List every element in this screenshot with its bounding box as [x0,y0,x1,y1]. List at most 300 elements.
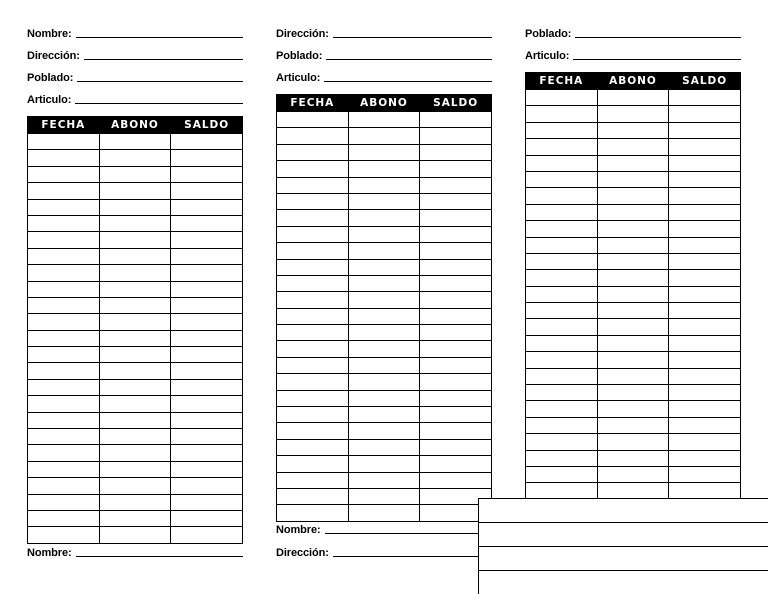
overlay-line[interactable] [479,523,768,547]
header-fecha: FECHA [277,95,349,112]
articulo-line[interactable] [573,48,741,60]
cell-fecha[interactable] [526,188,598,204]
table-row [526,319,741,335]
cell-fecha[interactable] [277,177,349,193]
cell-fecha[interactable] [277,439,349,455]
cell-abono[interactable] [348,210,420,226]
table-row [28,199,243,215]
cell-saldo[interactable] [171,248,243,264]
table-row [28,461,243,477]
cell-abono[interactable] [99,445,171,461]
cell-abono[interactable] [348,357,420,373]
cell-abono[interactable] [348,308,420,324]
cell-abono[interactable] [597,188,669,204]
cell-fecha[interactable] [526,253,598,269]
cell-abono[interactable] [597,237,669,253]
cell-fecha[interactable] [277,423,349,439]
cell-saldo[interactable] [669,221,741,237]
articulo-label: Articulo: [276,72,321,84]
cell-abono[interactable] [597,368,669,384]
cell-abono[interactable] [99,248,171,264]
cell-fecha[interactable] [277,112,349,128]
cell-saldo[interactable] [171,166,243,182]
cell-saldo[interactable] [669,90,741,106]
cell-abono[interactable] [99,314,171,330]
cell-saldo[interactable] [420,128,492,144]
cell-fecha[interactable] [526,303,598,319]
cell-abono[interactable] [99,150,171,166]
cell-abono[interactable] [99,396,171,412]
cell-fecha[interactable] [28,347,100,363]
cell-fecha[interactable] [277,259,349,275]
cell-saldo[interactable] [669,335,741,351]
table-row [526,483,741,499]
table-row [277,144,492,160]
cell-saldo[interactable] [420,161,492,177]
cell-fecha[interactable] [526,319,598,335]
overlay-line[interactable] [479,547,768,571]
cell-abono[interactable] [99,347,171,363]
cell-saldo[interactable] [171,297,243,313]
direccion-field[interactable] [276,22,492,40]
cell-fecha[interactable] [28,429,100,445]
cell-saldo[interactable] [420,374,492,390]
cell-abono[interactable] [99,297,171,313]
cell-fecha[interactable] [526,90,598,106]
table-row [526,303,741,319]
table-row [526,188,741,204]
overlay-line[interactable] [479,499,768,523]
ledger-table [27,116,243,544]
table-row [277,226,492,242]
articulo-line[interactable] [75,92,243,104]
cell-fecha[interactable] [28,199,100,215]
table-row [277,325,492,341]
cell-fecha[interactable] [526,417,598,433]
overlay-line[interactable] [479,571,768,594]
cell-abono[interactable] [597,122,669,138]
cell-abono[interactable] [348,325,420,341]
cell-saldo[interactable] [171,412,243,428]
cell-saldo[interactable] [171,461,243,477]
cell-abono[interactable] [99,461,171,477]
cell-saldo[interactable] [420,193,492,209]
table-row [277,112,492,128]
table-row [28,297,243,313]
cell-fecha[interactable] [526,401,598,417]
cell-abono[interactable] [99,478,171,494]
cell-fecha[interactable] [28,297,100,313]
cell-abono[interactable] [597,270,669,286]
cell-abono[interactable] [99,510,171,526]
cell-fecha[interactable] [28,478,100,494]
cell-fecha[interactable] [277,390,349,406]
cell-abono[interactable] [348,112,420,128]
cell-saldo[interactable] [420,308,492,324]
cell-abono[interactable] [348,161,420,177]
cell-saldo[interactable] [669,188,741,204]
cell-saldo[interactable] [171,445,243,461]
cell-fecha[interactable] [277,341,349,357]
cell-saldo[interactable] [420,243,492,259]
cell-fecha[interactable] [277,325,349,341]
cell-saldo[interactable] [420,439,492,455]
cell-saldo[interactable] [420,210,492,226]
cell-saldo[interactable] [420,144,492,160]
poblado-line[interactable] [77,70,243,82]
table-row [28,248,243,264]
articulo-field[interactable] [525,44,741,62]
cell-abono[interactable] [348,292,420,308]
cell-abono[interactable] [348,226,420,242]
cell-fecha[interactable] [277,193,349,209]
cell-abono[interactable] [348,423,420,439]
table-row [28,363,243,379]
table-row [28,166,243,182]
cell-fecha[interactable] [277,226,349,242]
cell-fecha[interactable] [28,363,100,379]
cell-saldo[interactable] [420,226,492,242]
cell-saldo[interactable] [171,199,243,215]
cell-fecha[interactable] [28,134,100,150]
nombre-label: Nombre: [27,547,72,559]
cell-abono[interactable] [597,90,669,106]
cell-saldo[interactable] [669,237,741,253]
cell-abono[interactable] [597,171,669,187]
cell-abono[interactable] [597,204,669,220]
cell-fecha[interactable] [28,510,100,526]
nombre-field[interactable] [27,541,243,559]
cell-saldo[interactable] [669,106,741,122]
table-row [28,445,243,461]
cell-saldo[interactable] [171,215,243,231]
cell-saldo[interactable] [669,434,741,450]
cell-fecha[interactable] [277,456,349,472]
cell-fecha[interactable] [28,166,100,182]
cell-abono[interactable] [99,412,171,428]
cell-abono[interactable] [348,390,420,406]
direccion-line[interactable] [84,48,243,60]
cell-fecha[interactable] [28,412,100,428]
cell-abono[interactable] [348,341,420,357]
cell-fecha[interactable] [277,210,349,226]
cell-fecha[interactable] [28,330,100,346]
cell-fecha[interactable] [277,472,349,488]
cell-abono[interactable] [99,429,171,445]
cell-saldo[interactable] [171,330,243,346]
cell-fecha[interactable] [526,155,598,171]
cell-saldo[interactable] [669,270,741,286]
table-row [28,396,243,412]
table-row [277,472,492,488]
cell-abono[interactable] [99,134,171,150]
cell-abono[interactable] [597,106,669,122]
cell-fecha[interactable] [277,407,349,423]
cell-saldo[interactable] [171,494,243,510]
cell-saldo[interactable] [669,286,741,302]
cell-fecha[interactable] [28,396,100,412]
cell-fecha[interactable] [526,171,598,187]
cell-fecha[interactable] [28,461,100,477]
cell-fecha[interactable] [526,237,598,253]
cell-saldo[interactable] [171,281,243,297]
cell-saldo[interactable] [669,368,741,384]
cell-saldo[interactable] [171,363,243,379]
cell-saldo[interactable] [420,275,492,291]
cell-saldo[interactable] [171,134,243,150]
table-row [277,407,492,423]
cell-fecha[interactable] [28,183,100,199]
cell-abono[interactable] [348,193,420,209]
table-row [526,237,741,253]
cell-saldo[interactable] [420,357,492,373]
table-row [526,270,741,286]
cell-fecha[interactable] [277,144,349,160]
cell-fecha[interactable] [526,434,598,450]
table-row [28,412,243,428]
table-row [526,139,741,155]
poblado-field[interactable] [276,44,492,62]
cell-fecha[interactable] [526,139,598,155]
cell-abono[interactable] [597,352,669,368]
table-row [277,439,492,455]
table-row [526,204,741,220]
cell-saldo[interactable] [420,423,492,439]
cell-saldo[interactable] [420,177,492,193]
cell-abono[interactable] [597,335,669,351]
cell-saldo[interactable] [669,466,741,482]
cell-fecha[interactable] [28,265,100,281]
cell-abono[interactable] [597,466,669,482]
table-row [526,221,741,237]
table-row [526,122,741,138]
cell-fecha[interactable] [526,352,598,368]
cell-abono[interactable] [597,139,669,155]
table-row [526,106,741,122]
cell-fecha[interactable] [277,357,349,373]
cell-abono[interactable] [348,259,420,275]
cell-saldo[interactable] [669,303,741,319]
cell-fecha[interactable] [526,286,598,302]
table-row [277,456,492,472]
cell-fecha[interactable] [28,445,100,461]
cell-saldo[interactable] [171,478,243,494]
direccion-line[interactable] [333,26,492,38]
cell-fecha[interactable] [28,248,100,264]
cell-saldo[interactable] [669,122,741,138]
cell-abono[interactable] [597,221,669,237]
cell-saldo[interactable] [420,407,492,423]
cell-saldo[interactable] [171,429,243,445]
cell-fecha[interactable] [277,292,349,308]
cell-abono[interactable] [348,275,420,291]
cell-abono[interactable] [99,281,171,297]
cell-saldo[interactable] [171,347,243,363]
articulo-field[interactable] [276,66,492,84]
cell-saldo[interactable] [420,456,492,472]
cell-saldo[interactable] [669,450,741,466]
cell-abono[interactable] [99,199,171,215]
direccion-field[interactable] [27,44,243,62]
cell-saldo[interactable] [669,253,741,269]
nombre-field[interactable] [276,518,492,536]
cell-abono[interactable] [99,215,171,231]
cell-saldo[interactable] [669,483,741,499]
cell-fecha[interactable] [526,270,598,286]
cell-abono[interactable] [597,253,669,269]
cell-fecha[interactable] [28,232,100,248]
table-row [526,286,741,302]
cell-saldo[interactable] [669,204,741,220]
cell-fecha[interactable] [28,379,100,395]
poblado-field[interactable] [27,66,243,84]
direccion-label: Dirección: [276,547,329,559]
cell-fecha[interactable] [526,466,598,482]
articulo-line[interactable] [324,70,492,82]
table-row [526,368,741,384]
nombre-line[interactable] [76,26,243,38]
cell-abono[interactable] [99,183,171,199]
cell-fecha[interactable] [277,488,349,504]
table-row [28,379,243,395]
cell-fecha[interactable] [277,161,349,177]
table-row [526,253,741,269]
table-row [28,265,243,281]
cell-saldo[interactable] [171,232,243,248]
cell-saldo[interactable] [669,171,741,187]
cell-abono[interactable] [597,319,669,335]
table-row [526,385,741,401]
cell-fecha[interactable] [28,494,100,510]
table-row [277,193,492,209]
cell-saldo[interactable] [669,155,741,171]
cell-abono[interactable] [597,434,669,450]
cell-abono[interactable] [99,494,171,510]
table-row [28,330,243,346]
cell-abono[interactable] [348,243,420,259]
cell-fecha[interactable] [526,483,598,499]
cell-fecha[interactable] [277,374,349,390]
cell-abono[interactable] [348,128,420,144]
cell-saldo[interactable] [420,472,492,488]
cell-fecha[interactable] [277,308,349,324]
cell-abono[interactable] [99,330,171,346]
cell-saldo[interactable] [171,396,243,412]
table-row [277,210,492,226]
cell-saldo[interactable] [420,259,492,275]
cell-abono[interactable] [348,456,420,472]
cell-saldo[interactable] [420,292,492,308]
cell-saldo[interactable] [420,390,492,406]
cell-saldo[interactable] [171,265,243,281]
table-row [28,478,243,494]
cell-fecha[interactable] [526,335,598,351]
cell-abono[interactable] [348,177,420,193]
table-row [28,215,243,231]
cell-saldo[interactable] [669,139,741,155]
header-fecha: FECHA [28,117,100,134]
cell-fecha[interactable] [28,150,100,166]
cell-abono[interactable] [348,374,420,390]
cell-saldo[interactable] [420,112,492,128]
cell-saldo[interactable] [171,314,243,330]
cell-fecha[interactable] [526,221,598,237]
cell-fecha[interactable] [28,281,100,297]
ledger-table [276,94,492,522]
cell-saldo[interactable] [420,325,492,341]
cell-abono[interactable] [99,379,171,395]
cell-abono[interactable] [597,286,669,302]
cell-abono[interactable] [348,144,420,160]
cell-abono[interactable] [348,439,420,455]
nombre-line[interactable] [325,522,492,534]
cell-abono[interactable] [597,385,669,401]
cell-saldo[interactable] [171,510,243,526]
cell-saldo[interactable] [420,341,492,357]
table-row [526,171,741,187]
cell-saldo[interactable] [171,379,243,395]
cell-saldo[interactable] [171,150,243,166]
cell-fecha[interactable] [277,275,349,291]
cell-abono[interactable] [99,265,171,281]
cell-saldo[interactable] [669,401,741,417]
cell-fecha[interactable] [526,385,598,401]
cell-abono[interactable] [99,232,171,248]
table-row [277,128,492,144]
poblado-line[interactable] [326,48,492,60]
poblado-line[interactable] [575,26,741,38]
cell-fecha[interactable] [526,204,598,220]
table-row [277,292,492,308]
cell-abono[interactable] [597,417,669,433]
table-row [277,177,492,193]
cell-saldo[interactable] [669,417,741,433]
cell-fecha[interactable] [277,128,349,144]
header-abono: ABONO [99,117,171,134]
articulo-field[interactable] [27,88,243,106]
cell-abono[interactable] [597,401,669,417]
cell-fecha[interactable] [28,215,100,231]
cell-saldo[interactable] [669,319,741,335]
cell-saldo[interactable] [171,183,243,199]
cell-fecha[interactable] [526,106,598,122]
nombre-field[interactable] [27,22,243,40]
cell-fecha[interactable] [526,368,598,384]
cell-abono[interactable] [597,155,669,171]
cell-abono[interactable] [99,166,171,182]
cell-abono[interactable] [348,488,420,504]
table-row [526,450,741,466]
nombre-line[interactable] [76,545,243,557]
direccion-field[interactable] [276,541,492,559]
cell-saldo[interactable] [669,385,741,401]
table-row [277,308,492,324]
table-row [526,466,741,482]
cell-abono[interactable] [597,450,669,466]
direccion-line[interactable] [333,545,492,557]
cell-saldo[interactable] [669,352,741,368]
cell-fecha[interactable] [28,314,100,330]
cell-abono[interactable] [348,472,420,488]
cell-fecha[interactable] [277,243,349,259]
cell-abono[interactable] [99,363,171,379]
cell-fecha[interactable] [526,122,598,138]
cell-abono[interactable] [597,303,669,319]
poblado-field[interactable] [525,22,741,40]
cell-fecha[interactable] [526,450,598,466]
cell-abono[interactable] [348,407,420,423]
cell-abono[interactable] [597,483,669,499]
